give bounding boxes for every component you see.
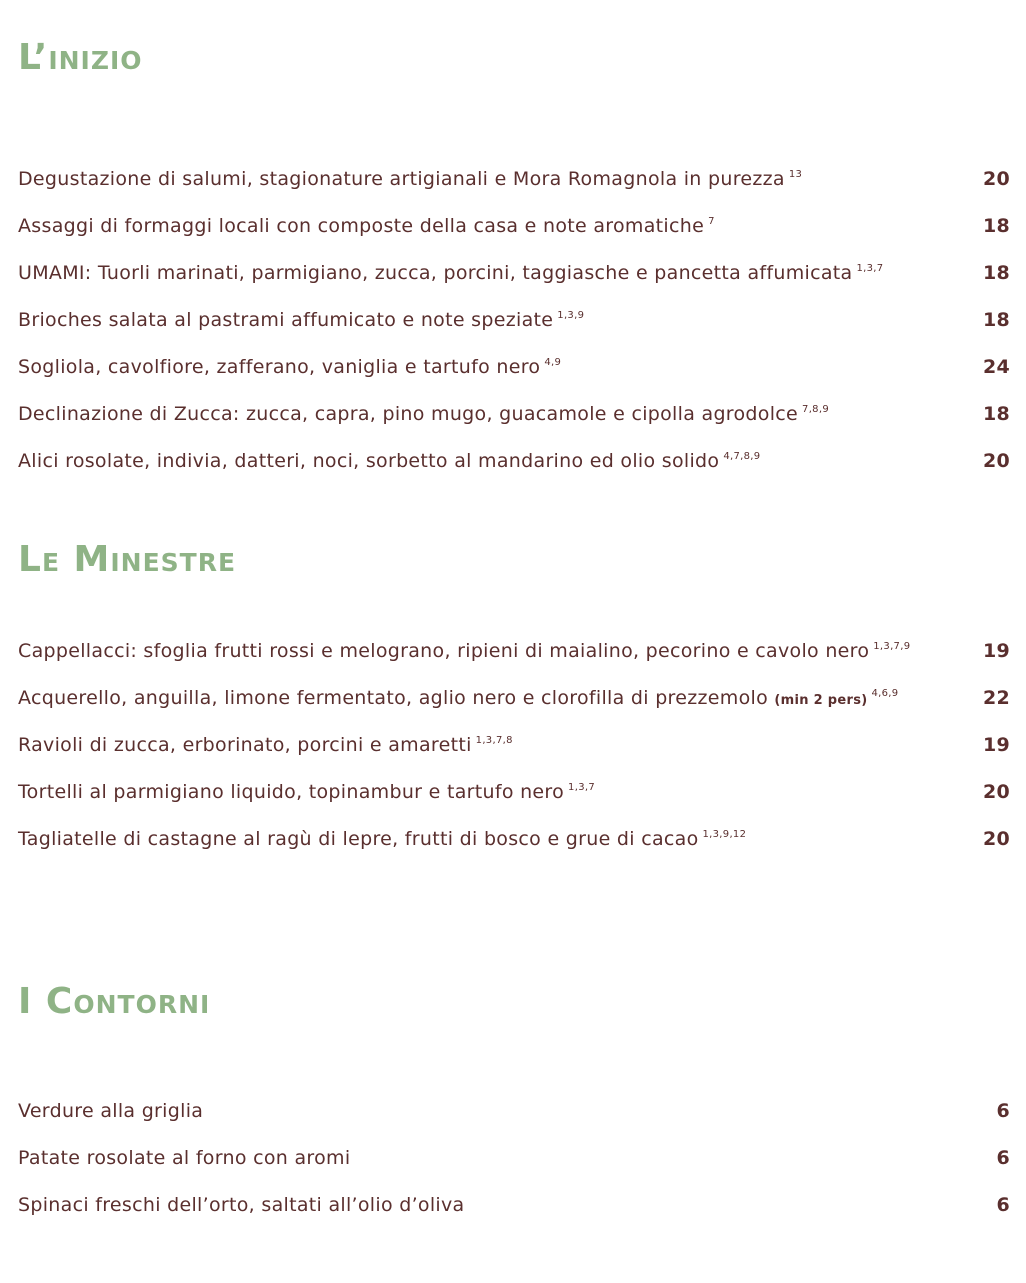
item-name-wrap	[18, 309, 584, 331]
item-name: Sogliola, cavolfiore, zafferano, vaniglia e tartufo nero	[18, 356, 541, 378]
item-name-wrap	[18, 450, 760, 472]
item-name-wrap	[18, 1194, 465, 1216]
item-allergens: 1,3,9	[557, 310, 585, 321]
item-name: Degustazione di salumi, stagionature artigianali e Mora Romagnola in purezza	[18, 168, 785, 190]
item-price: 19	[982, 734, 1010, 756]
item-allergens: 4,7,8,9	[723, 451, 761, 462]
item-price: 20	[982, 450, 1010, 472]
item-name: Ravioli di zucca, erborinato, porcini e amaretti	[18, 734, 472, 756]
item-name-wrap	[18, 1100, 203, 1122]
item-name: Brioches salata al pastrami affumicato e note speziate	[18, 309, 554, 331]
menu-item	[18, 168, 1010, 198]
item-name-wrap	[18, 734, 513, 756]
item-name: Tagliatelle di castagne al ragù di lepre, frutti di bosco e grue di cacao	[18, 828, 699, 850]
menu-item	[18, 828, 1010, 858]
item-name: Cappellacci: sfoglia frutti rossi e melograno, ripieni di maialino, pecorino e cavolo nero	[18, 640, 870, 662]
item-price: 18	[982, 262, 1010, 284]
menu-item	[18, 1147, 1010, 1177]
item-name-wrap	[18, 403, 829, 425]
section-title-inizio: L’inizio	[18, 37, 143, 78]
item-name: Spinaci freschi dell’orto, saltati all’olio d’oliva	[18, 1194, 465, 1216]
item-price: 20	[982, 828, 1010, 850]
menu-item	[18, 215, 1010, 245]
item-price: 24	[982, 356, 1010, 378]
item-allergens: 1,3,7,8	[475, 735, 513, 746]
item-price: 6	[996, 1147, 1010, 1169]
item-name-wrap	[18, 262, 883, 284]
item-price: 22	[982, 687, 1010, 709]
item-name-wrap	[18, 168, 802, 190]
menu-item	[18, 1100, 1010, 1130]
item-name-wrap	[18, 687, 898, 709]
item-allergens: 7,8,9	[802, 404, 829, 415]
item-name: Patate rosolate al forno con aromi	[18, 1147, 351, 1169]
menu-item	[18, 309, 1010, 339]
item-price: 18	[982, 309, 1010, 331]
item-name: Tortelli al parmigiano liquido, topinambur e tartufo nero	[18, 781, 565, 803]
menu-item	[18, 1194, 1010, 1224]
item-name-wrap	[18, 215, 715, 237]
menu-item	[18, 450, 1010, 480]
menu-item	[18, 356, 1010, 386]
item-price: 6	[996, 1100, 1010, 1122]
item-allergens: 1,3,7	[568, 782, 595, 793]
section-title-minestre: Le Minestre	[18, 539, 237, 580]
item-allergens: 13	[788, 169, 803, 180]
menu-item	[18, 687, 1010, 717]
item-name: Verdure alla griglia	[18, 1100, 204, 1122]
item-name: Declinazione di Zucca: zucca, capra, pino mugo, guacamole e cipolla agrodolce	[18, 403, 799, 425]
item-price: 18	[982, 403, 1010, 425]
item-note: (min 2 pers)	[774, 693, 868, 708]
item-allergens: 1,3,7	[856, 263, 884, 274]
item-name-wrap	[18, 828, 746, 850]
item-name-wrap	[18, 356, 561, 378]
item-price: 18	[982, 215, 1010, 237]
item-name: Alici rosolate, indivia, datteri, noci, sorbetto al mandarino ed olio solido	[18, 450, 720, 472]
item-allergens: 4,6,9	[871, 688, 899, 699]
section-title-contorni: I Contorni	[18, 981, 211, 1022]
menu-item	[18, 734, 1010, 764]
item-name-wrap	[18, 1147, 350, 1169]
item-name: Assaggi di formaggi locali con composte della casa e note aromatiche	[18, 215, 705, 237]
item-name: Acquerello, anguilla, limone fermentato, aglio nero e clorofilla di prezzemolo	[18, 687, 769, 709]
menu-item	[18, 781, 1010, 811]
item-price: 20	[982, 168, 1010, 190]
menu-item	[18, 262, 1010, 292]
item-allergens: 1,3,7,9	[873, 641, 911, 652]
item-allergens: 4,9	[544, 357, 562, 368]
item-price: 6	[996, 1194, 1010, 1216]
item-name-wrap	[18, 781, 595, 803]
item-allergens: 1,3,9,12	[702, 829, 747, 840]
item-price: 19	[982, 640, 1010, 662]
menu-item	[18, 640, 1010, 670]
item-name-wrap	[18, 640, 910, 662]
item-allergens: 7	[708, 216, 715, 227]
item-name: UMAMI: Tuorli marinati, parmigiano, zucca, porcini, taggiasche e pancetta affumicata	[18, 262, 853, 284]
item-price: 20	[982, 781, 1010, 803]
menu-item	[18, 403, 1010, 433]
